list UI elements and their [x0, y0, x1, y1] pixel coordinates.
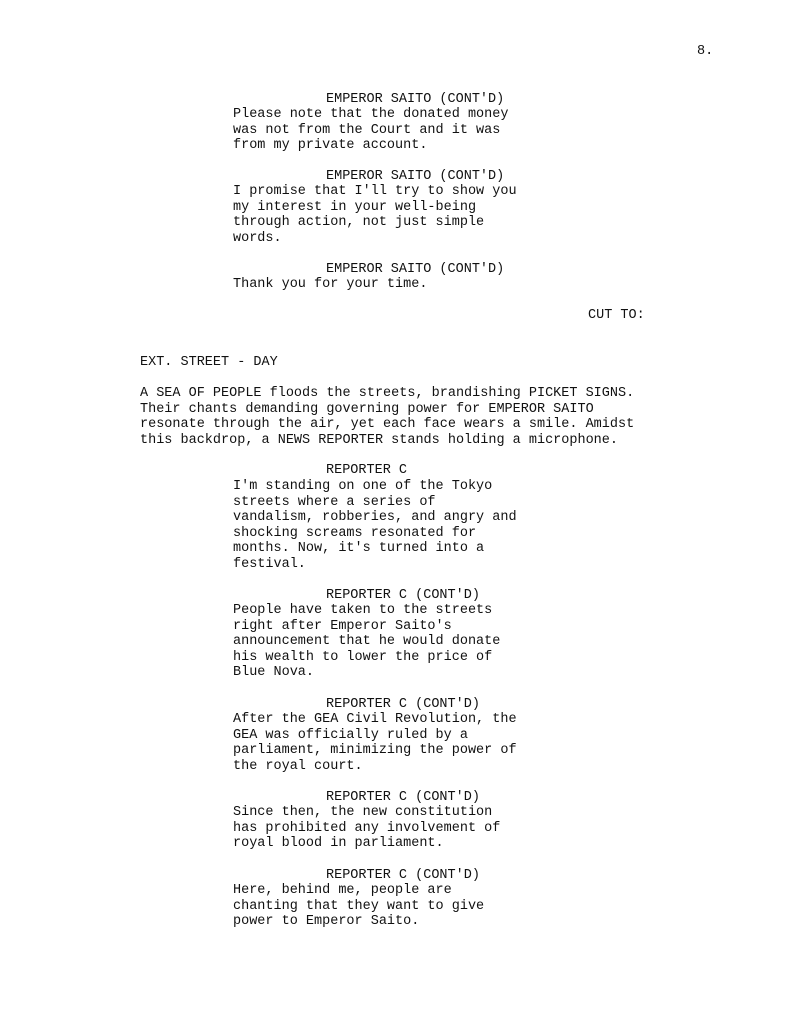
character-name: REPORTER C — [326, 463, 408, 478]
page-number: 8. — [697, 44, 714, 59]
dialogue: Thank you for your time. — [233, 277, 428, 292]
character-name: EMPEROR SAITO (CONT'D) — [326, 92, 505, 107]
scene-heading: EXT. STREET - DAY — [140, 355, 278, 370]
dialogue: Please note that the donated money was not from the Court and it was from my private account. — [233, 107, 509, 154]
dialogue: People have taken to the streets right after Emperor Saito's announcement that he would donate his wealth to lower the price of Blue Nova. — [233, 603, 501, 681]
character-name: EMPEROR SAITO (CONT'D) — [326, 169, 505, 184]
dialogue: After the GEA Civil Revolution, the GEA was officially ruled by a parliament, minimizing the power of the royal court. — [233, 712, 517, 774]
character-name: REPORTER C (CONT'D) — [326, 868, 480, 883]
character-name: REPORTER C (CONT'D) — [326, 588, 480, 603]
transition: CUT TO: — [588, 308, 645, 323]
dialogue: Since then, the new constitution has prohibited any involvement of royal blood in parliament. — [233, 805, 501, 852]
action-paragraph: A SEA OF PEOPLE floods the streets, brandishing PICKET SIGNS. Their chants demanding governing power for EMPEROR SAITO resonate through the air, yet each face wears a smile. Amidst this backdrop, a NEWS REPORTER stands holding a microphone. — [140, 386, 635, 448]
dialogue: Here, behind me, people are chanting that they want to give power to Emperor Saito. — [233, 883, 485, 930]
dialogue: I'm standing on one of the Tokyo streets where a series of vandalism, robberies, and angry and shocking screams resonated for months. Now, it's turned into a festival. — [233, 479, 517, 572]
dialogue: I promise that I'll try to show you my interest in your well-being through action, not just simple words. — [233, 184, 517, 246]
character-name: REPORTER C (CONT'D) — [326, 697, 480, 712]
character-name: REPORTER C (CONT'D) — [326, 790, 480, 805]
character-name: EMPEROR SAITO (CONT'D) — [326, 262, 505, 277]
